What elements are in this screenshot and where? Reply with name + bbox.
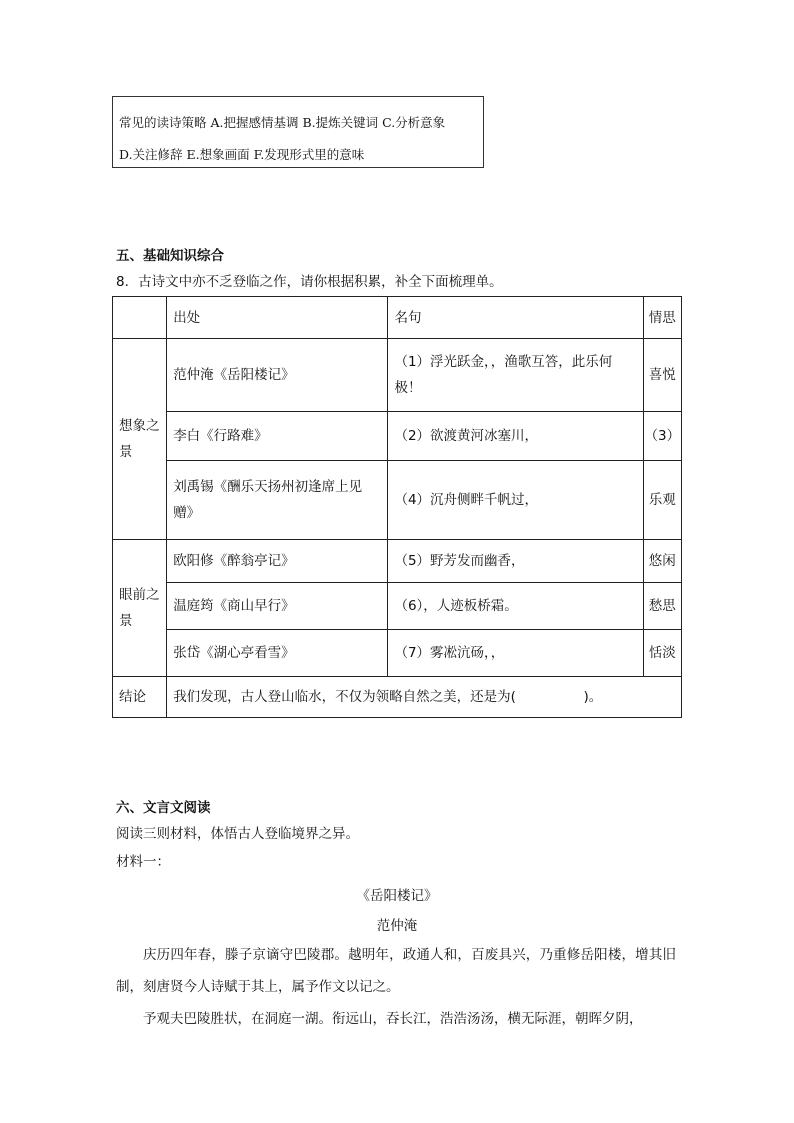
conclusion-text: 我们发现，古人登山临水，不仅为领略自然之美，还是为( )。 xyxy=(167,677,682,718)
reading-strategy-box xyxy=(112,96,484,168)
table-row xyxy=(113,461,682,540)
cell-line: （1）浮光跃金，，渔歌互答，此乐何极！ xyxy=(388,339,643,412)
header-cell-emotion: 情思 xyxy=(643,297,681,339)
cell-line: （5）野芳发而幽香， xyxy=(388,540,643,583)
cell-emotion: 愁思 xyxy=(643,583,681,630)
table-row xyxy=(113,540,682,583)
cell-emotion: 恬淡 xyxy=(643,630,681,677)
section-6-title: 六、文言文阅读 xyxy=(116,800,211,816)
header-cell-empty xyxy=(113,297,167,339)
cell-line: （7）雾凇沆砀，， xyxy=(388,630,643,677)
table-header-row xyxy=(113,297,682,339)
header-cell-source: 出处 xyxy=(167,297,388,339)
text-author: 范仲淹 xyxy=(376,918,418,934)
cell-emotion: 乐观 xyxy=(643,461,681,540)
question-8: 8．古诗文中亦不乏登临之作，请你根据积累，补全下面梳理单。 xyxy=(116,274,503,290)
table-row xyxy=(113,583,682,630)
cell-emotion: 悠闲 xyxy=(643,540,681,583)
text-paragraph-2: 予观夫巴陵胜状，在洞庭一湖。衔远山，吞长江，浩浩汤汤，横无际涯，朝晖夕阴， xyxy=(143,1011,643,1027)
text-title: 《岳阳楼记》 xyxy=(356,888,438,904)
section-5-title: 五、基础知识综合 xyxy=(116,248,224,264)
cell-emotion-blank: （3） xyxy=(643,412,681,461)
table-row xyxy=(113,339,682,412)
cell-line: （6），人迹板桥霜。 xyxy=(388,583,643,630)
cell-source: 欧阳修《醉翁亭记》 xyxy=(167,540,388,583)
material-label: 材料一： xyxy=(116,854,170,870)
table-row xyxy=(113,412,682,461)
strategy-line-1: 常见的读诗策略 A.把握感情基调 B.提炼关键词 C.分析意象 xyxy=(119,115,446,130)
cell-source: 李白《行路难》 xyxy=(167,412,388,461)
cell-source: 温庭筠《商山早行》 xyxy=(167,583,388,630)
header-cell-line: 名句 xyxy=(388,297,643,339)
group-label-imagined: 想象之景 xyxy=(113,339,167,540)
summary-table xyxy=(112,296,682,718)
cell-source: 张岱《湖心亭看雪》 xyxy=(167,630,388,677)
table-conclusion-row xyxy=(113,677,682,718)
cell-source: 范仲淹《岳阳楼记》 xyxy=(167,339,388,412)
cell-emotion: 喜悦 xyxy=(643,339,681,412)
text-paragraph-1: 庆历四年春，滕子京谪守巴陵郡。越明年，政通人和，百废具兴，乃重修岳阳楼，增其旧制，刻唐贤今人诗赋于其上，属予作文以记之。 xyxy=(116,947,676,995)
cell-line: （4）沉舟侧畔千帆过， xyxy=(388,461,643,540)
table-row xyxy=(113,630,682,677)
group-label-present: 眼前之景 xyxy=(113,540,167,677)
cell-line: （2）欲渡黄河冰塞川， xyxy=(388,412,643,461)
conclusion-label: 结论 xyxy=(113,677,167,718)
strategy-line-2: D.关注修辞 E.想象画面 F.发现形式里的意味 xyxy=(119,147,365,162)
reading-intro: 阅读三则材料，体悟古人登临境界之异。 xyxy=(116,826,359,842)
cell-source: 刘禹锡《酬乐天扬州初逢席上见赠》 xyxy=(167,461,388,540)
